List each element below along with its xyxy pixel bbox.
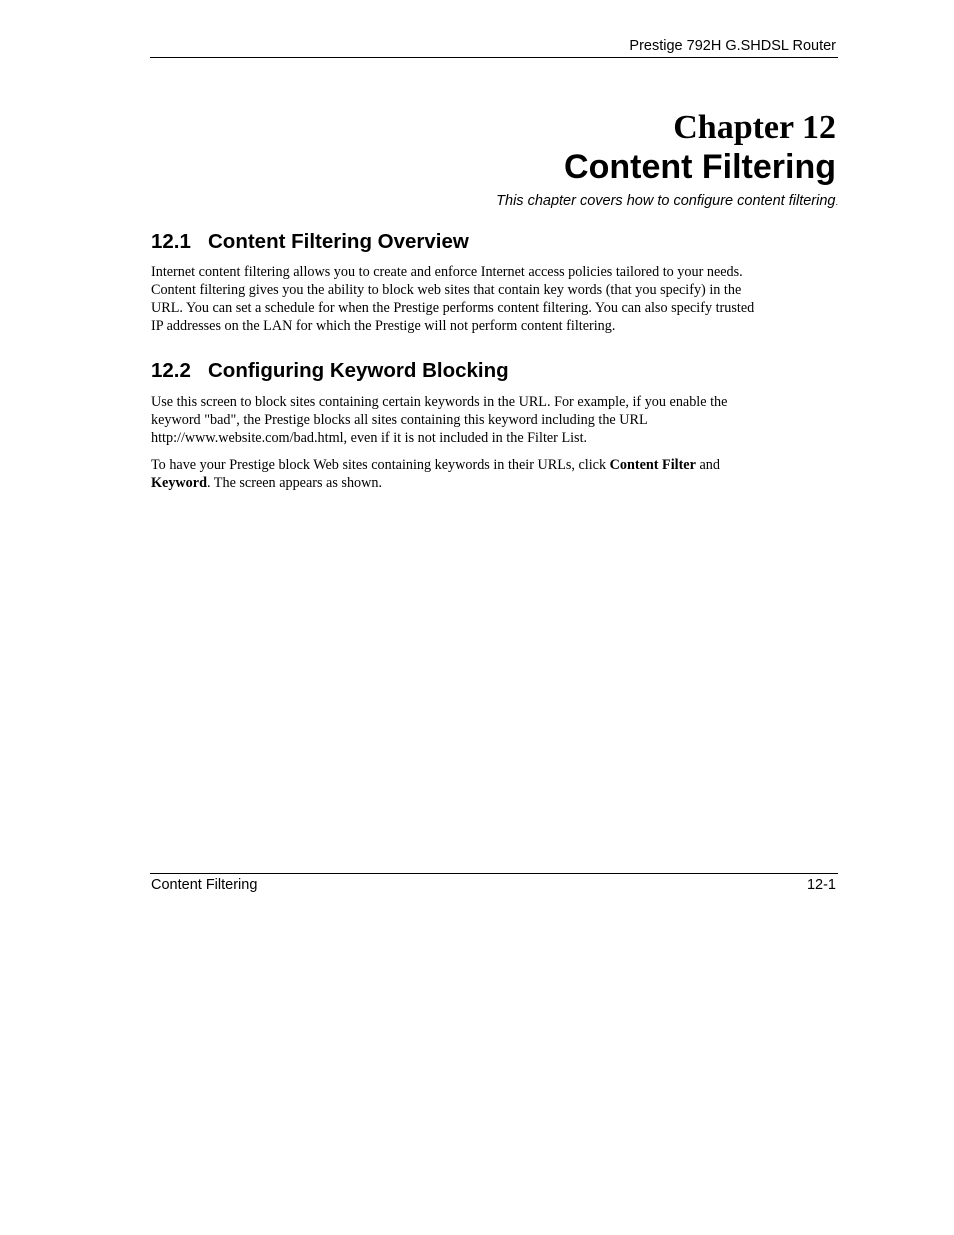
- section-title: Content Filtering Overview: [208, 230, 469, 253]
- footer-page-number: 12-1: [806, 877, 836, 893]
- instruction-text: . The screen appears as shown.: [206, 475, 383, 491]
- instruction-text: To have your Prestige block Web sites containing keywords in their URLs, click: [151, 457, 610, 473]
- header-product-name: Prestige 792H G.SHDSL Router: [629, 38, 836, 54]
- paragraph-line: keyword "bad", the Prestige blocks all sites containing this keyword including the URL: [151, 412, 648, 428]
- paragraph-line: URL. You can set a schedule for when the Prestige performs content filtering. You can also specify trusted: [151, 300, 755, 316]
- section-heading-12-2: [151, 358, 509, 384]
- section-heading-12-1: [151, 229, 469, 255]
- paragraph-keyword-instructions: [151, 456, 841, 492]
- chapter-intro-text: This chapter covers how to configure content filtering: [496, 193, 836, 209]
- footer-chapter-name: Content Filtering: [151, 877, 258, 893]
- paragraph-line: [151, 474, 841, 492]
- chapter-title: Content Filtering: [564, 148, 836, 186]
- chapter-intro: [496, 192, 838, 211]
- running-footer: [150, 873, 838, 893]
- paragraph-line: Internet content filtering allows you to create and enforce Internet access policies tailored to your needs.: [151, 264, 743, 280]
- section-number: 12.2: [151, 359, 191, 382]
- menu-ref-keyword: Keyword: [151, 475, 207, 491]
- chapter-intro-period: .: [835, 197, 838, 207]
- paragraph-line: Use this screen to block sites containing certain keywords in the URL. For example, if you enable the: [151, 394, 728, 410]
- menu-ref-content-filter: Content Filter: [609, 457, 696, 473]
- paragraph-line: [151, 456, 841, 474]
- paragraph-line: http://www.website.com/bad.html, even if it is not included in the Filter List.: [151, 430, 588, 446]
- chapter-number: Chapter 12: [673, 109, 836, 146]
- paragraph-keyword-intro: [151, 393, 841, 447]
- paragraph-line: Content filtering gives you the ability to block web sites that contain key words (that you specify) in the: [151, 282, 742, 298]
- paragraph-line: IP addresses on the LAN for which the Prestige will not perform content filtering.: [151, 318, 616, 334]
- running-header: [150, 37, 838, 58]
- section-number: 12.1: [151, 230, 191, 253]
- instruction-text: and: [695, 457, 720, 473]
- section-title: Configuring Keyword Blocking: [208, 359, 509, 382]
- paragraph-overview: [151, 263, 841, 335]
